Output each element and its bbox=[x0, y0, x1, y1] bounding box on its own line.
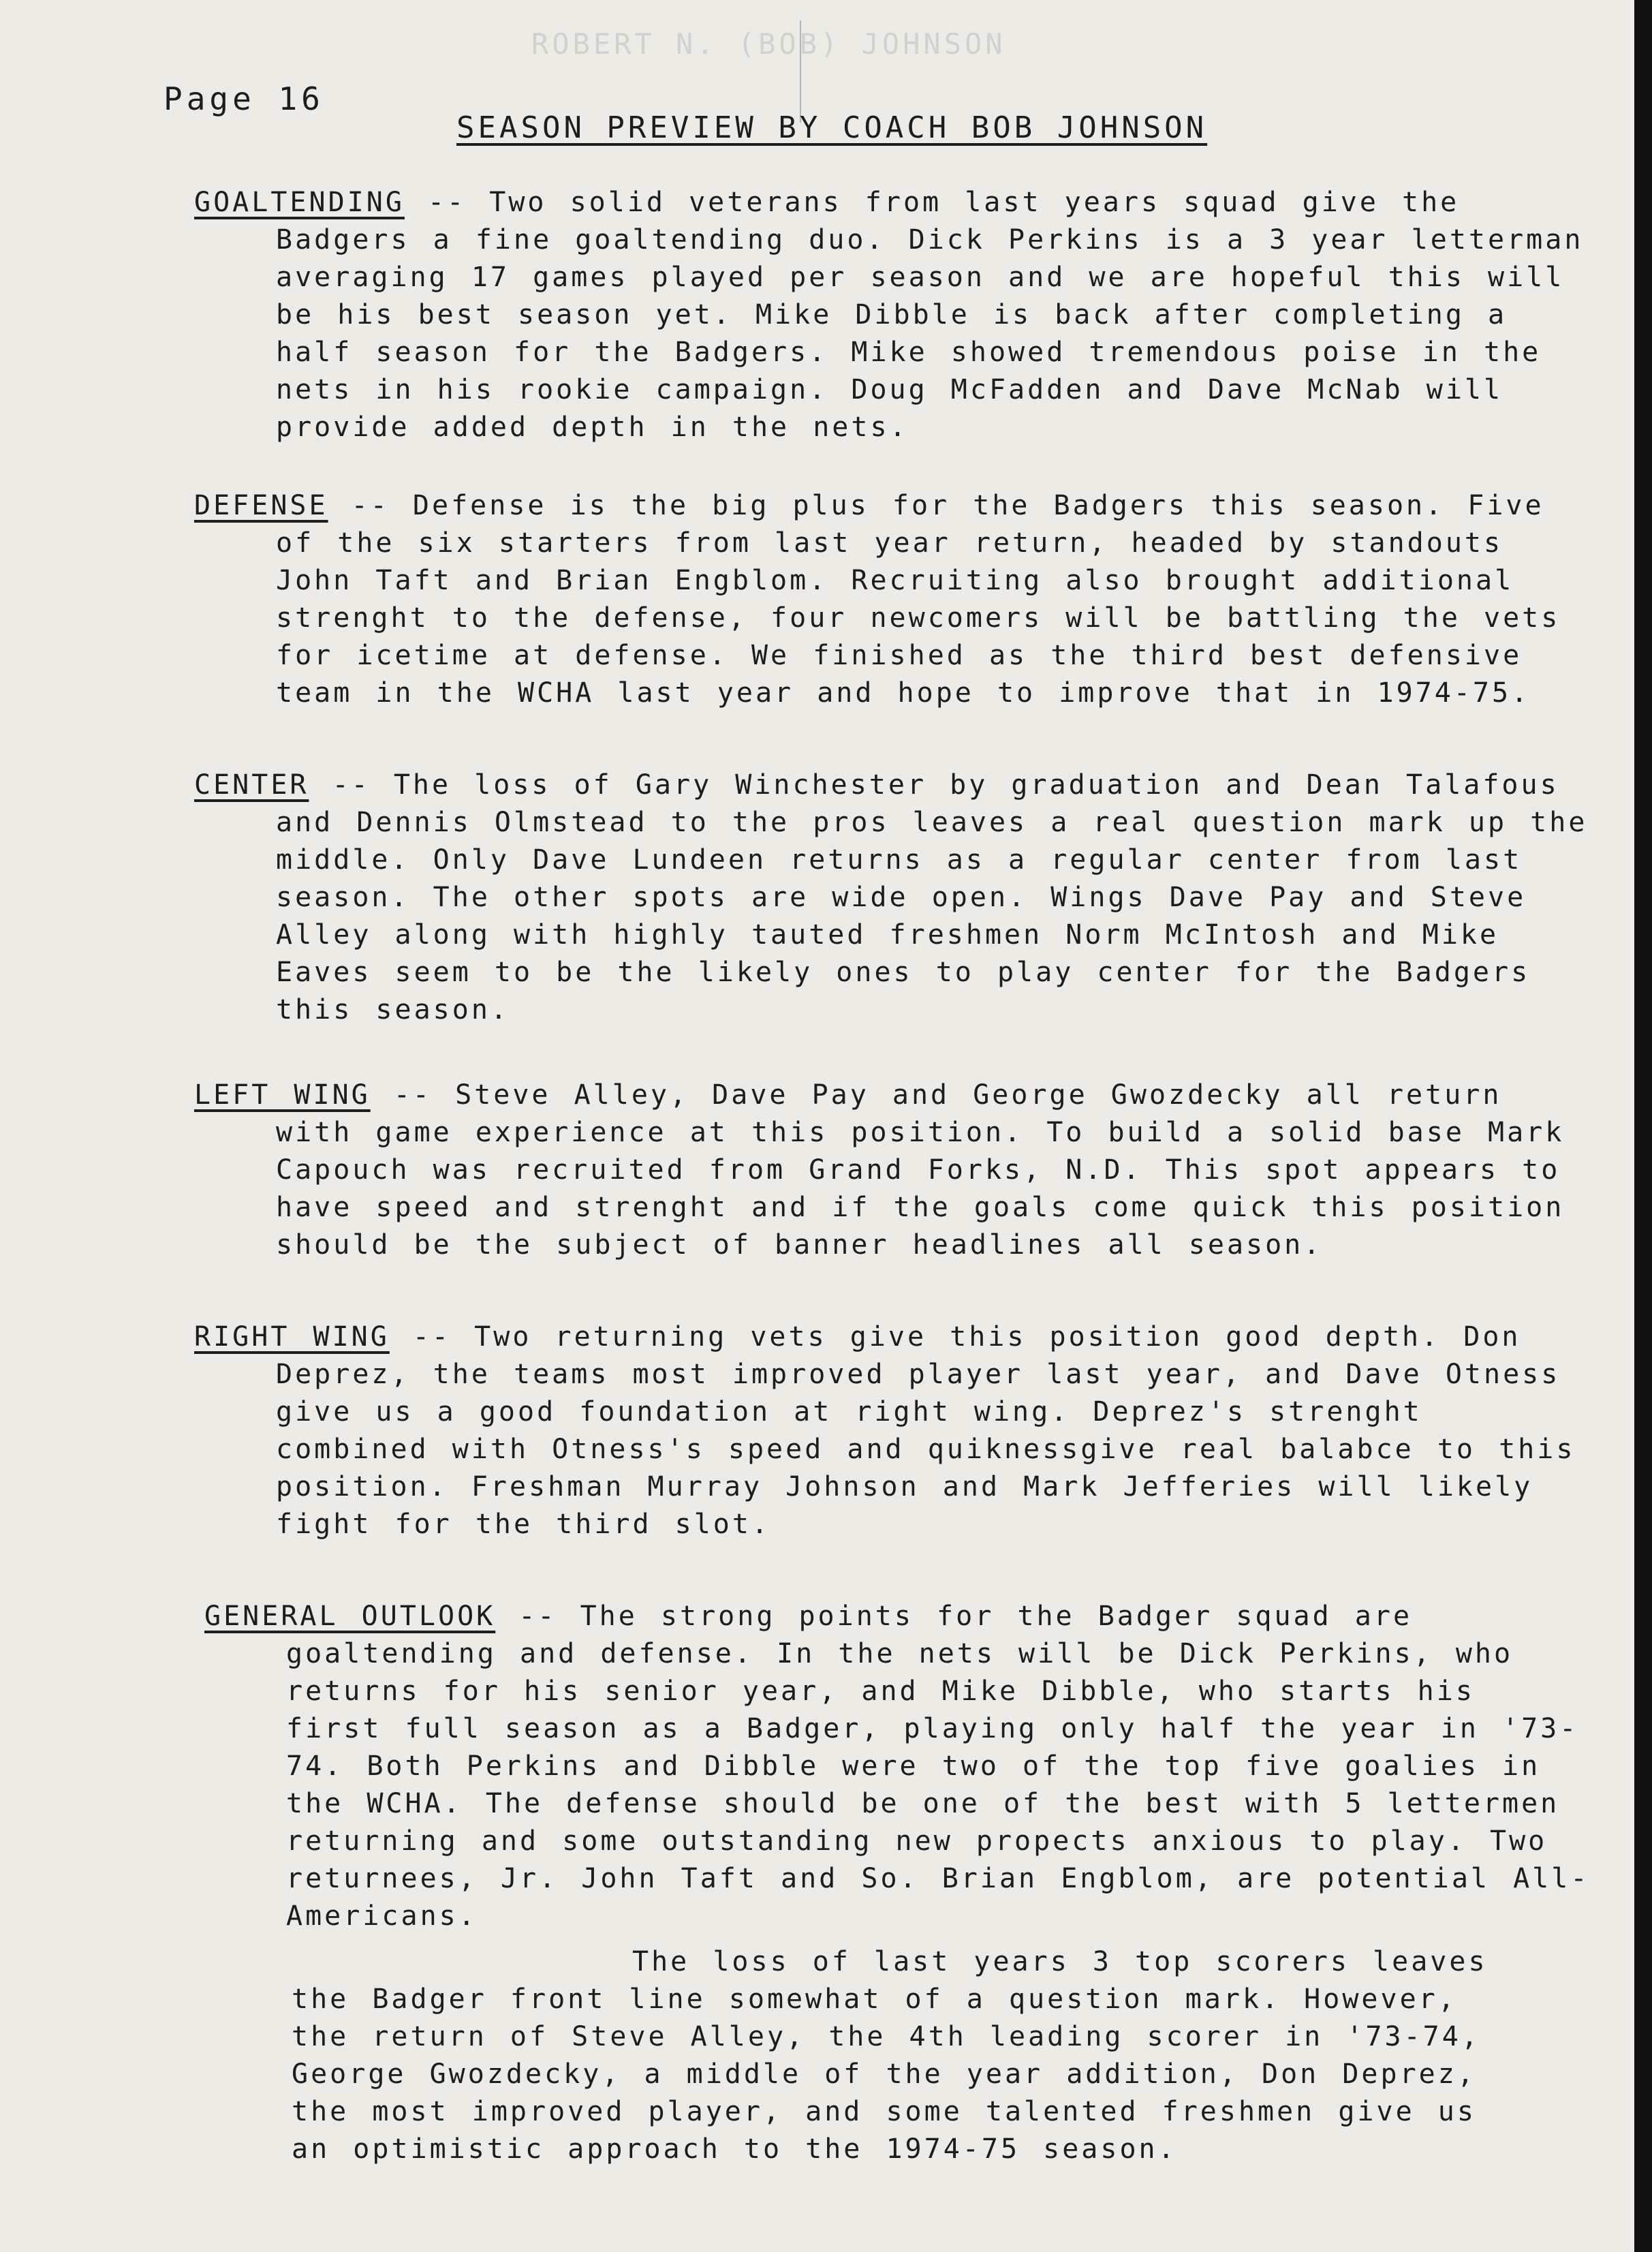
section-left-wing bbox=[194, 1077, 1591, 1264]
section-right-wing bbox=[194, 1318, 1591, 1543]
section-text: -- Two returning vets give this position good depth. Don Deprez, the teams most improved player last year, and Dave Otness give us a good foundation at right wing. Deprez's strenght combined with Otness's speed and quiknessgive real balabce to this position. Freshman Murray Johnson and Mark Jefferies will likely fight for the third slot. bbox=[276, 1321, 1576, 1540]
scan-edge bbox=[1634, 0, 1652, 2252]
section-text: -- The loss of Gary Winchester by graduation and Dean Talafous and Dennis Olmstead to the pros leaves a real question mark up the middle. Only Dave Lundeen returns as a regular center from last season. The other spots are wide open. Wings Dave Pay and Steve Alley along with highly tauted freshmen Norm McIntosh and Mike Eaves seem to be the likely ones to play center for the Badgers this season. bbox=[276, 769, 1588, 1025]
section-general-outlook bbox=[204, 1598, 1591, 1935]
section-goaltending bbox=[194, 184, 1591, 446]
section-text: -- Steve Alley, Dave Pay and George Gwozdecky all return with game experience at this position. To build a solid base Mark Capouch was recruited from Grand Forks, N.D. This spot appears to have speed and strenght and if the goals come quick this position should be the subject of banner headlines all season. bbox=[276, 1079, 1565, 1261]
section-defense bbox=[194, 487, 1591, 712]
section-text: -- Two solid veterans from last years squad give the Badgers a fine goaltending duo. Dick Perkins is a 3 year letterman averaging 17 games played per season and we are hopeful this will be his best season yet. Mike Dibble is back after completing a half season for the Badgers. Mike showed tremendous poise in the nets in his rookie campaign. Doug McFadden and Dave McNab will provide added depth in the nets. bbox=[276, 187, 1584, 443]
section-heading: GENERAL OUTLOOK bbox=[204, 1601, 496, 1632]
closing-paragraph: The loss of last years 3 top scorers leaves the Badger front line somewhat of a question mark. However, the return of Steve Alley, the 4th leading scorer in '73-74, George Gwozdecky, a middle of the year addition, Don Deprez, the most improved player, and some talented freshmen give us an optimistic approach to the 1974-75 season. bbox=[292, 1946, 1488, 2165]
page-number: Page 16 bbox=[163, 80, 324, 117]
page-title: SEASON PREVIEW BY COACH BOB JOHNSON bbox=[456, 110, 1208, 145]
section-text: -- Defense is the big plus for the Badgers this season. Five of the six starters from last year return, headed by standouts John Taft and Brian Engblom. Recruiting also brought additional strenght to the defense, four newcomers will be battling the vets for icetime at defense. We finished as the third best defensive team in the WCHA last year and hope to improve that in 1974-75. bbox=[276, 490, 1561, 709]
section-heading: GOALTENDING bbox=[194, 187, 405, 218]
section-heading: DEFENSE bbox=[194, 490, 328, 521]
section-heading: LEFT WING bbox=[194, 1079, 371, 1111]
section-center bbox=[194, 767, 1591, 1029]
section-heading: RIGHT WING bbox=[194, 1321, 390, 1353]
bleed-through-header: ROBERT N. (BOB) JOHNSON bbox=[531, 27, 1006, 61]
section-heading: CENTER bbox=[194, 769, 309, 801]
section-text: -- The strong points for the Badger squad are goaltending and defense. In the nets will be Dick Perkins, who returns for his senior year, and Mike Dibble, who starts his first full season as a Badger, playing only half the year in '73-74. Both Perkins and Dibble were two of the top five goalies in the WCHA. The defense should be one of the best with 5 lettermen returning and some outstanding new propects anxious to play. Two returnees, Jr. John Taft and So. Brian Engblom, are potential All-Americans. bbox=[286, 1601, 1590, 1932]
